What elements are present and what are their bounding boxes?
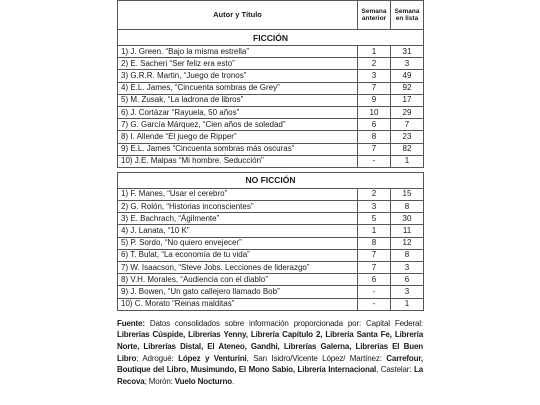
weeks-in-list: 1	[391, 298, 424, 310]
table-row	[118, 201, 424, 213]
weeks-in-list: 3	[391, 286, 424, 298]
table-row	[118, 82, 424, 94]
previous-week: 7	[358, 143, 391, 155]
book-title: 7) G. García Márquez, “Cien años de soledad”	[118, 119, 358, 131]
section-label: NO FICCIÓN	[118, 172, 424, 188]
previous-week: 7	[358, 262, 391, 274]
table-row	[118, 70, 424, 82]
source-bookstores: Vuelo Nocturno	[174, 376, 232, 386]
source-bookstores: Carrefour, Boutique del Libro, Musimundo, El Mono Sabio, Librería Internacional	[117, 353, 424, 375]
table-header	[118, 1, 424, 30]
weeks-in-list: 6	[391, 274, 424, 286]
table-row	[118, 119, 424, 131]
column-header-weeks-listed: Semana en lista	[391, 1, 424, 30]
source-text: .	[231, 376, 235, 386]
table-row	[118, 249, 424, 261]
book-title: 9) J. Bowen, “Un gato callejero llamado Bob”	[118, 286, 358, 298]
table-row	[118, 274, 424, 286]
weeks-in-list: 29	[391, 106, 424, 118]
previous-week: 1	[358, 46, 391, 58]
table-row	[118, 286, 424, 298]
previous-week: 7	[358, 249, 391, 261]
weeks-in-list: 49	[391, 70, 424, 82]
book-title: 10) J.E. Malpas “Mi hombre. Seducción”	[118, 155, 358, 167]
book-title: 3) G.R.R. Martin, “Juego de tronos”	[118, 70, 358, 82]
weeks-in-list: 1	[391, 155, 424, 167]
table-row	[118, 58, 424, 70]
previous-week: -	[358, 155, 391, 167]
bestseller-table	[117, 0, 424, 311]
weeks-in-list: 3	[391, 58, 424, 70]
table-row	[118, 262, 424, 274]
weeks-in-list: 3	[391, 262, 424, 274]
previous-week: 8	[358, 237, 391, 249]
source-bookstores: Librerías Cúspide, Librerías Yenny, Librería Capítulo 2, Librería Santa Fe, Librería Norte, Librerías Distal, El Ateneo, Gandhi, Librerías Galerna, Librerías El Buen Libro	[117, 330, 423, 363]
weeks-in-list: 31	[391, 46, 424, 58]
previous-week: 6	[358, 119, 391, 131]
table-row	[118, 225, 424, 237]
previous-week: 9	[358, 94, 391, 106]
column-header-title: Autor y Título	[118, 1, 358, 30]
section-header-fiction	[118, 30, 424, 46]
table-row	[118, 298, 424, 310]
weeks-in-list: 8	[391, 201, 424, 213]
source-text: ; Adrogué:	[136, 353, 179, 363]
weeks-in-list: 15	[391, 188, 424, 200]
book-title: 2) E. Sacheri “Ser feliz era esto”	[118, 58, 358, 70]
previous-week: 8	[358, 131, 391, 143]
previous-week: 1	[358, 225, 391, 237]
previous-week: 2	[358, 188, 391, 200]
table-row	[118, 46, 424, 58]
table-row	[118, 237, 424, 249]
table-row	[118, 188, 424, 200]
source-text: Datos consolidados sobre información proporcionada por: Capital Federal:	[144, 318, 423, 328]
previous-week: 5	[358, 213, 391, 225]
weeks-in-list: 17	[391, 94, 424, 106]
book-title: 8) I. Allende “El juego de Ripper”	[118, 131, 358, 143]
source-text: , Castelar:	[376, 365, 414, 375]
book-title: 8) V.H. Morales, “Audiencia con el diablo”	[118, 274, 358, 286]
previous-week: 2	[358, 58, 391, 70]
previous-week: 7	[358, 82, 391, 94]
weeks-in-list: 92	[391, 82, 424, 94]
table-row	[118, 94, 424, 106]
weeks-in-list: 12	[391, 237, 424, 249]
weeks-in-list: 8	[391, 249, 424, 261]
previous-week: 3	[358, 201, 391, 213]
book-title: 4) J. Lanata, “10 K”	[118, 225, 358, 237]
table-row	[118, 213, 424, 225]
book-title: 10) C. Morato “Reinas malditas”	[118, 298, 358, 310]
source-lead: Fuente:	[117, 318, 145, 328]
weeks-in-list: 30	[391, 213, 424, 225]
table-body	[118, 30, 424, 311]
previous-week: -	[358, 298, 391, 310]
weeks-in-list: 23	[391, 131, 424, 143]
weeks-in-list: 7	[391, 119, 424, 131]
source-text: ; Morón:	[144, 376, 175, 386]
bestseller-list	[117, 0, 423, 405]
section-header-nonfiction	[118, 172, 424, 188]
previous-week: 3	[358, 70, 391, 82]
table-row	[118, 143, 424, 155]
book-title: 1) J. Green. “Bajo la misma estrella”	[118, 46, 358, 58]
previous-week: -	[358, 286, 391, 298]
source-bookstores: López y Venturini	[178, 353, 247, 363]
book-title: 5) P. Sordo, “No quiero envejecer”	[118, 237, 358, 249]
book-title: 5) M. Zusak, “La ladrona de libros”	[118, 94, 358, 106]
previous-week: 10	[358, 106, 391, 118]
source-note	[117, 318, 423, 388]
table-row	[118, 106, 424, 118]
source-text: , San Isidro/Vicente López/ Martínez:	[246, 353, 387, 363]
table-row	[118, 155, 424, 167]
book-title: 1) F. Manes, “Usar el cerebro”	[118, 188, 358, 200]
table-row	[118, 131, 424, 143]
section-label: FICCIÓN	[118, 30, 424, 46]
weeks-in-list: 11	[391, 225, 424, 237]
source-bookstores: La Recova	[117, 365, 423, 386]
book-title: 4) E.L. James, “Cincuenta sombras de Grey”	[118, 82, 358, 94]
book-title: 6) T. Bulat, “La economía de tu vida”	[118, 249, 358, 261]
weeks-in-list: 82	[391, 143, 424, 155]
book-title: 7) W. Isaacson, “Steve Jobs. Lecciones de liderazgo”	[118, 262, 358, 274]
book-title: 9) E.L. James “Cincuenta sombras más oscuras”	[118, 143, 358, 155]
book-title: 3) E. Bachrach, “Ágilmente”	[118, 213, 358, 225]
previous-week: 6	[358, 274, 391, 286]
column-header-prev-week: Semana anterior	[358, 1, 391, 30]
book-title: 6) J. Cortázar “Rayuela, 50 años”	[118, 106, 358, 118]
book-title: 2) G. Rolón, “Historias inconscientes”	[118, 201, 358, 213]
